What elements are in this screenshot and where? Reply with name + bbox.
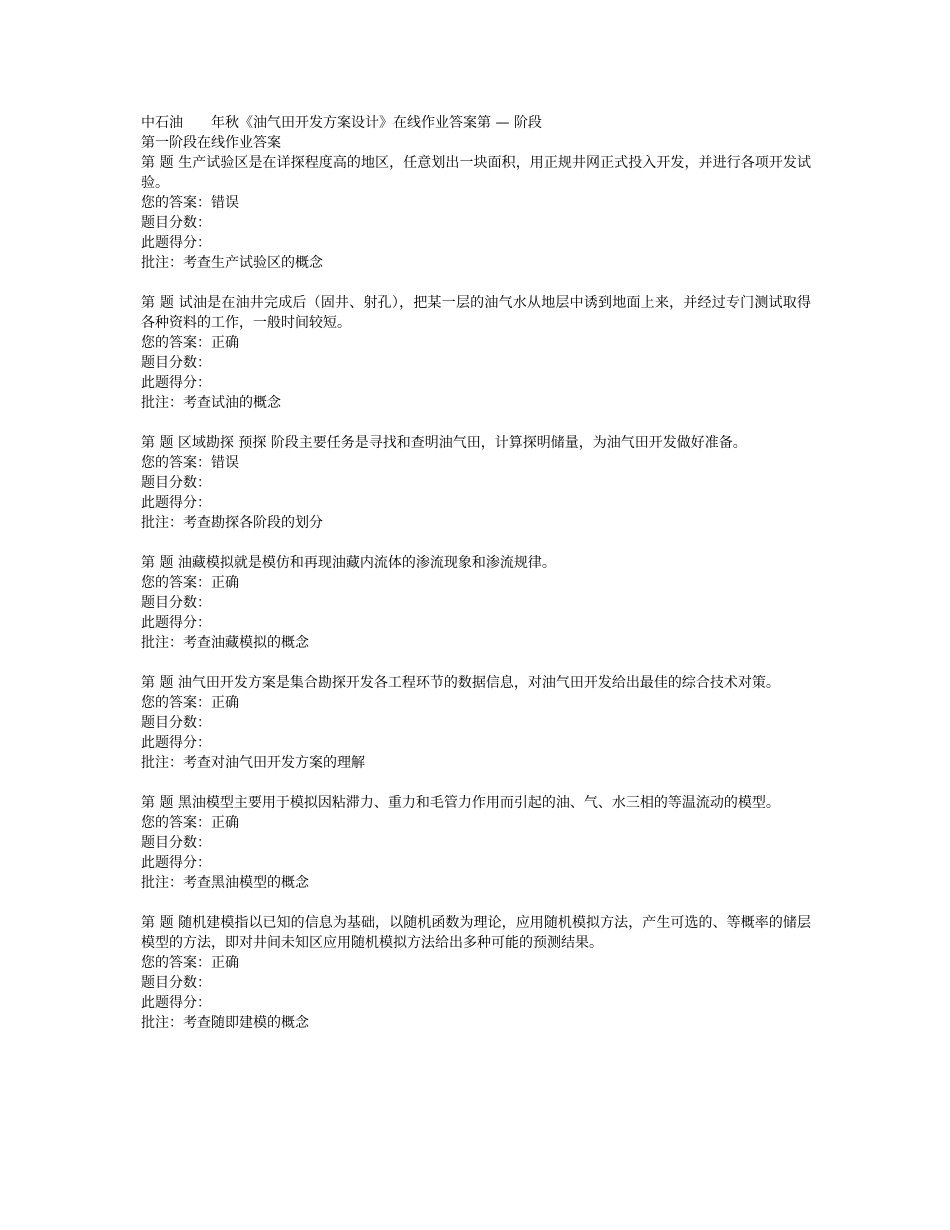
note-line: 批注：考查生产试验区的概念: [141, 255, 323, 271]
note-line: 批注：考查随即建模的概念: [141, 1015, 309, 1031]
answer-line: 您的答案：正确: [141, 575, 239, 591]
got-label: 此题得分：: [141, 615, 211, 631]
question-block: [141, 553, 811, 653]
question-text: 第 题 黑油模型主要用于模拟因粘滞力、重力和毛管力作用而引起的油、气、水三相的等温流动的模型。: [141, 795, 780, 811]
answer-line: 您的答案：错误: [141, 195, 239, 211]
answer-line: 您的答案：正确: [141, 695, 239, 711]
got-label: 此题得分：: [141, 855, 211, 871]
question-block: [141, 293, 811, 413]
question-block: [141, 913, 811, 1033]
document-subtitle: 第一阶段在线作业答案: [141, 135, 281, 151]
document-page: [141, 113, 811, 1053]
score-label: 题目分数：: [141, 355, 211, 371]
got-label: 此题得分：: [141, 375, 211, 391]
score-label: 题目分数：: [141, 975, 211, 991]
got-label: 此题得分：: [141, 495, 211, 511]
question-block: [141, 793, 811, 893]
question-text: 第 题 试油是在油井完成后（固井、射孔），把某一层的油气水从地层中诱到地面上来，并经过专门测试取得各种资料的工作，一般时间较短。: [141, 295, 811, 331]
question-text: 第 题 随机建模指以已知的信息为基础，以随机函数为理论，应用随机模拟方法，产生可选的、等概率的储层模型的方法，即对井间未知区应用随机模拟方法给出多种可能的预测结果。: [141, 915, 811, 951]
answer-line: 您的答案：错误: [141, 455, 239, 471]
note-line: 批注：考查试油的概念: [141, 395, 281, 411]
question-text: 第 题 油藏模拟就是模仿和再现油藏内流体的渗流现象和渗流规律。: [141, 555, 556, 571]
got-label: 此题得分：: [141, 235, 211, 251]
answer-line: 您的答案：正确: [141, 955, 239, 971]
question-text: 第 题 生产试验区是在详探程度高的地区，任意划出一块面积，用正规井网正式投入开发，并进行各项开发试验。: [141, 155, 811, 191]
question-block: [141, 673, 811, 773]
question-block: [141, 433, 811, 533]
score-label: 题目分数：: [141, 715, 211, 731]
question-text: 第 题 油气田开发方案是集合勘探开发各工程环节的数据信息，对油气田开发给出最佳的综合技术对策。: [141, 675, 780, 691]
score-label: 题目分数：: [141, 595, 211, 611]
got-label: 此题得分：: [141, 735, 211, 751]
answer-line: 您的答案：正确: [141, 815, 239, 831]
answer-line: 您的答案：正确: [141, 335, 239, 351]
got-label: 此题得分：: [141, 995, 211, 1011]
note-line: 批注：考查对油气田开发方案的理解: [141, 755, 365, 771]
score-label: 题目分数：: [141, 215, 211, 231]
note-line: 批注：考查油藏模拟的概念: [141, 635, 309, 651]
document-title: 中石油 年秋《油气田开发方案设计》在线作业答案第 — 阶段: [141, 115, 542, 131]
note-line: 批注：考查勘探各阶段的划分: [141, 515, 323, 531]
question-text: 第 题 区域勘探 预探 阶段主要任务是寻找和查明油气田，计算探明储量，为油气田开发做好准备。: [141, 435, 747, 451]
question-block: [141, 153, 811, 273]
score-label: 题目分数：: [141, 475, 211, 491]
score-label: 题目分数：: [141, 835, 211, 851]
note-line: 批注：考查黑油模型的概念: [141, 875, 309, 891]
